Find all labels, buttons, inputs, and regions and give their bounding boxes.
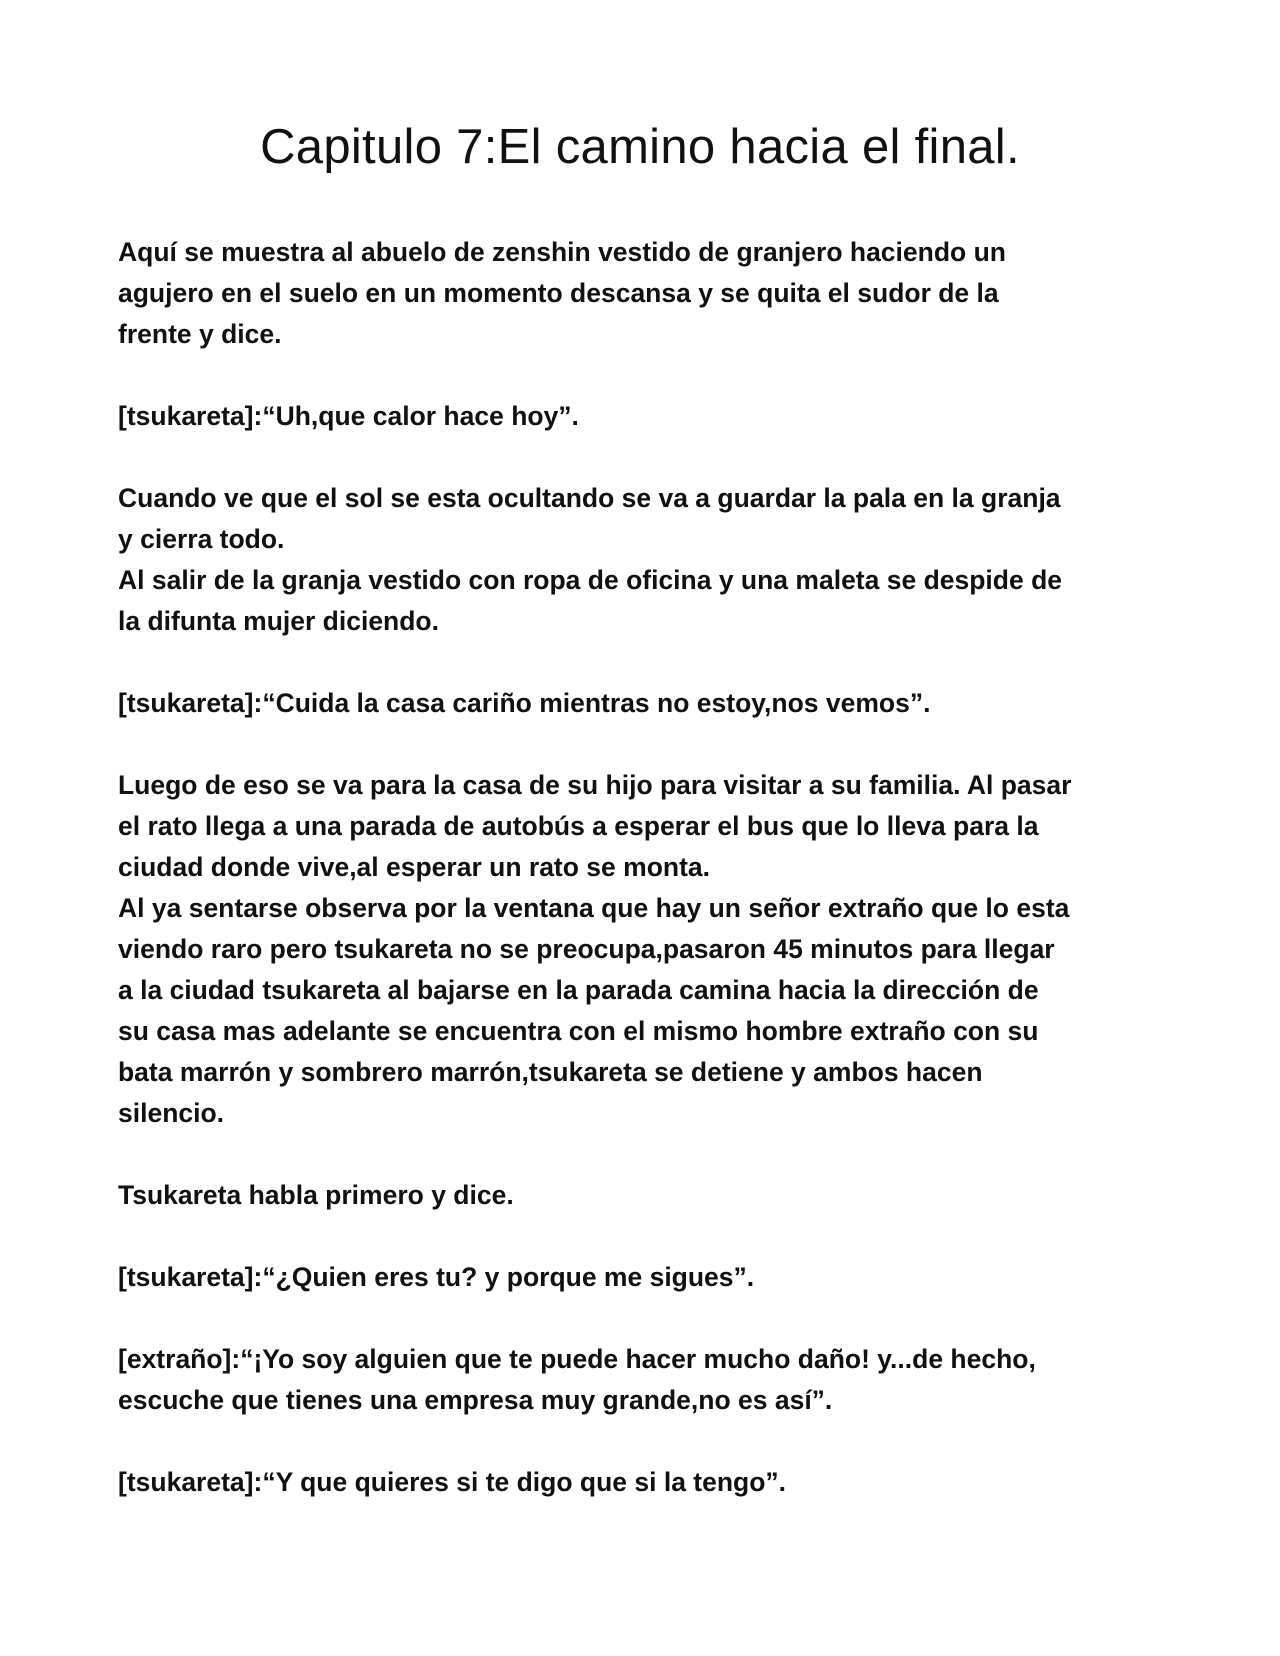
chapter-title: Capitulo 7:El camino hacia el final.	[260, 120, 1020, 174]
paragraph-narration: Cuando ve que el sol se esta ocultando se va a guardar la pala en la granja y cierra todo. Al salir de la granja vestido con ropa de oficina y una maleta se despide de la difunta mujer diciendo.	[118, 483, 1062, 636]
dialogue-line: [tsukareta]:“Y que quieres si te digo que si la tengo”.	[118, 1467, 787, 1497]
dialogue-line: [tsukareta]:“Uh,que calor hace hoy”.	[118, 401, 579, 431]
dialogue-line: [tsukareta]:“Cuida la casa cariño mientras no estoy,nos vemos”.	[118, 688, 931, 718]
dialogue-line: [tsukareta]:“¿Quien eres tu? y porque me sigues”.	[118, 1262, 755, 1292]
document-body	[118, 232, 1178, 1544]
paragraph-narration: Luego de eso se va para la casa de su hijo para visitar a su familia. Al pasar el rato llega a una parada de autobús a esperar el bus que lo lleva para la ciudad donde vive,al esperar un rato se monta. Al ya sentarse observa por la ventana que hay un señor extraño que lo esta viendo raro pero tsukareta no se preocupa,pasaron 45 minutos para llegar a la ciudad tsukareta al bajarse en la parada camina hacia la dirección de su casa mas adelante se encuentra con el mismo hombre extraño con su bata marrón y sombrero marrón,tsukareta se detiene y ambos hacen silencio.	[118, 770, 1072, 1128]
paragraph-intro: Aquí se muestra al abuelo de zenshin vestido de granjero haciendo un agujero en el suelo en un momento descansa y se quita el sudor de la frente y dice.	[118, 237, 1006, 349]
paragraph-narration: Tsukareta habla primero y dice.	[118, 1180, 514, 1210]
dialogue-line: [extraño]:“¡Yo soy alguien que te puede hacer mucho daño! y...de hecho, escuche que tienes una empresa muy grande,no es así”.	[118, 1344, 1036, 1415]
